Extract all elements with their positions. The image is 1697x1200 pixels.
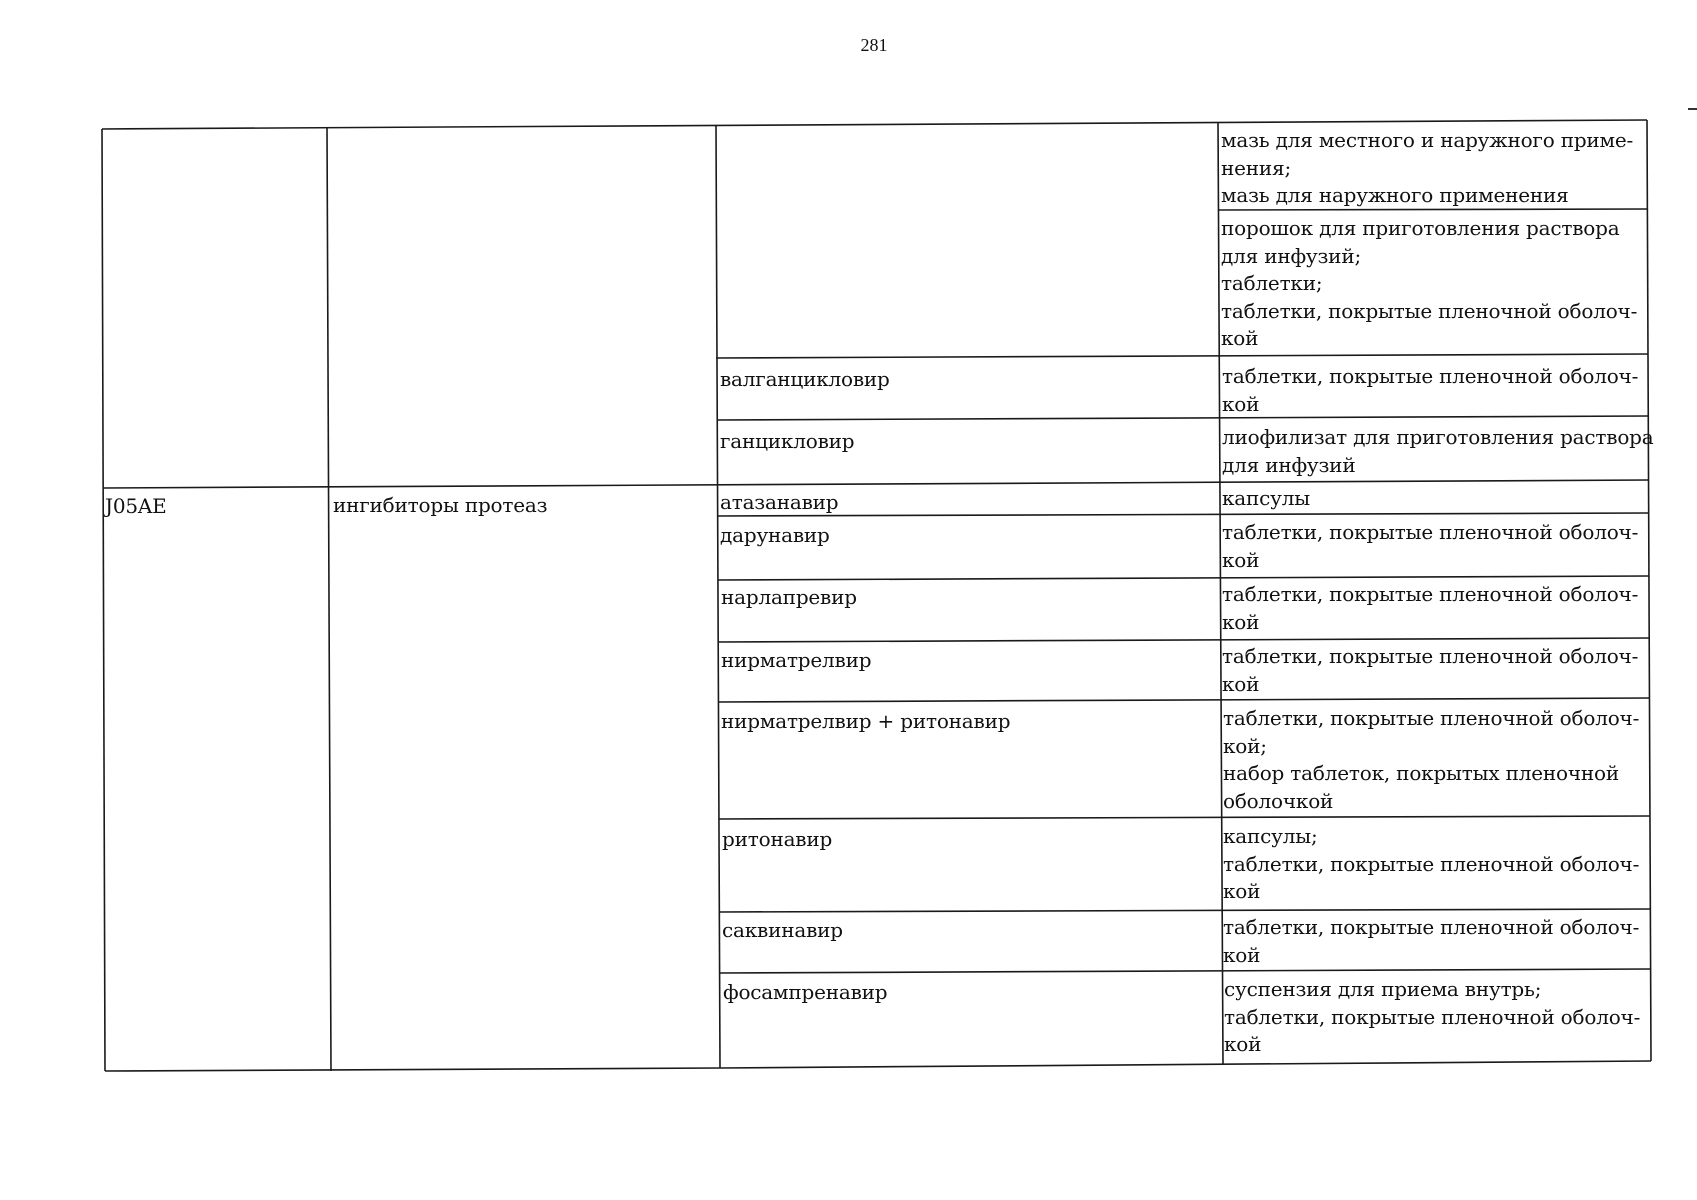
drug-name: фосампренавир [723, 980, 888, 1004]
row-sep-8 [719, 816, 1650, 819]
form-line: набор таблеток, покрытых пленочной [1223, 761, 1619, 785]
form-line: мазь для наружного применения [1221, 183, 1569, 207]
form-line: кой [1223, 879, 1261, 903]
form-line: таблетки, покрытые пленочной оболоч- [1221, 298, 1638, 323]
drug-name: атазанавир [720, 490, 839, 514]
form-line: оболочкой [1223, 788, 1334, 813]
row-sep-9 [720, 909, 1651, 912]
form-line: таблетки, покрытые пленочной оболоч- [1224, 1004, 1641, 1029]
row-sep-6 [718, 638, 1650, 642]
grid-col-1-left [102, 129, 105, 1071]
row-sep-5 [718, 576, 1649, 580]
grid-right-border [1647, 120, 1651, 1061]
form-cell [1223, 705, 1639, 815]
form-line: мазь для местного и наружного приме- [1221, 128, 1634, 152]
row-sep-10 [720, 969, 1651, 973]
form-line: капсулы; [1223, 824, 1318, 848]
form-cell [1222, 519, 1638, 574]
form-line: кой [1223, 942, 1261, 967]
grid-col-2-left [327, 128, 331, 1071]
drug-name: саквинавир [722, 918, 843, 942]
row-sep-2 [716, 354, 1648, 358]
page-number: 281 [860, 35, 888, 55]
form-line: для инфузий; [1221, 243, 1361, 268]
form-line: нения; [1221, 155, 1291, 180]
form-line: таблетки; [1221, 271, 1323, 295]
form-line: таблетки, покрытые пленочной оболоч- [1222, 644, 1639, 668]
group-name: ингибиторы протеаз [333, 493, 548, 517]
form-cell [1221, 215, 1637, 353]
form-line: для инфузий [1222, 452, 1356, 477]
form-cell [1222, 485, 1310, 513]
form-line: таблетки, покрытые пленочной оболоч- [1222, 582, 1639, 606]
drug-name: нирматрелвир + ритонавир [721, 709, 1011, 733]
grid-bottom-border-right [720, 1061, 1651, 1068]
form-cell [1222, 424, 1654, 479]
drug-name: ритонавир [722, 827, 833, 851]
form-line: таблетки, покрытые пленочной оболоч- [1223, 851, 1640, 876]
form-line: суспензия для приема внутрь; [1224, 977, 1542, 1001]
grid-bottom-border [105, 1068, 720, 1071]
form-line: порошок для приготовления раствора [1221, 216, 1620, 240]
drug-name: нарлапревир [721, 585, 857, 609]
drug-name: нирматрелвир [721, 648, 872, 672]
drug-name: ганцикловир [720, 429, 855, 453]
form-cell [1224, 976, 1640, 1059]
form-line: капсулы [1222, 486, 1310, 510]
row-sep-7 [719, 698, 1650, 702]
form-cell [1222, 581, 1638, 636]
form-line: кой [1224, 1032, 1262, 1056]
form-line: лиофилизат для приготовления раствора [1222, 425, 1654, 449]
drug-name: валганцикловир [720, 367, 890, 391]
form-cell [1223, 823, 1639, 906]
drug-name: дарунавир [720, 523, 830, 547]
form-line: кой [1221, 326, 1259, 350]
grid-col-3-left [716, 126, 720, 1068]
form-cell [1222, 363, 1638, 418]
atc-code: J05AE [105, 494, 167, 518]
form-line: таблетки, покрытые пленочной оболоч- [1223, 915, 1640, 939]
group-separator [103, 480, 1649, 488]
form-cell [1221, 127, 1633, 210]
form-cell [1223, 914, 1639, 969]
form-line: кой [1222, 547, 1260, 572]
form-line: кой; [1223, 733, 1267, 758]
form-cell [1222, 643, 1638, 698]
form-line: таблетки, покрытые пленочной оболоч- [1222, 364, 1639, 388]
row-sep-4 [718, 513, 1649, 516]
form-line: таблетки, покрытые пленочной оболоч- [1222, 520, 1639, 544]
form-line: кой [1222, 671, 1260, 696]
form-line: кой [1222, 391, 1260, 416]
form-line: таблетки, покрытые пленочной оболоч- [1223, 706, 1640, 730]
form-line: кой [1222, 609, 1260, 634]
